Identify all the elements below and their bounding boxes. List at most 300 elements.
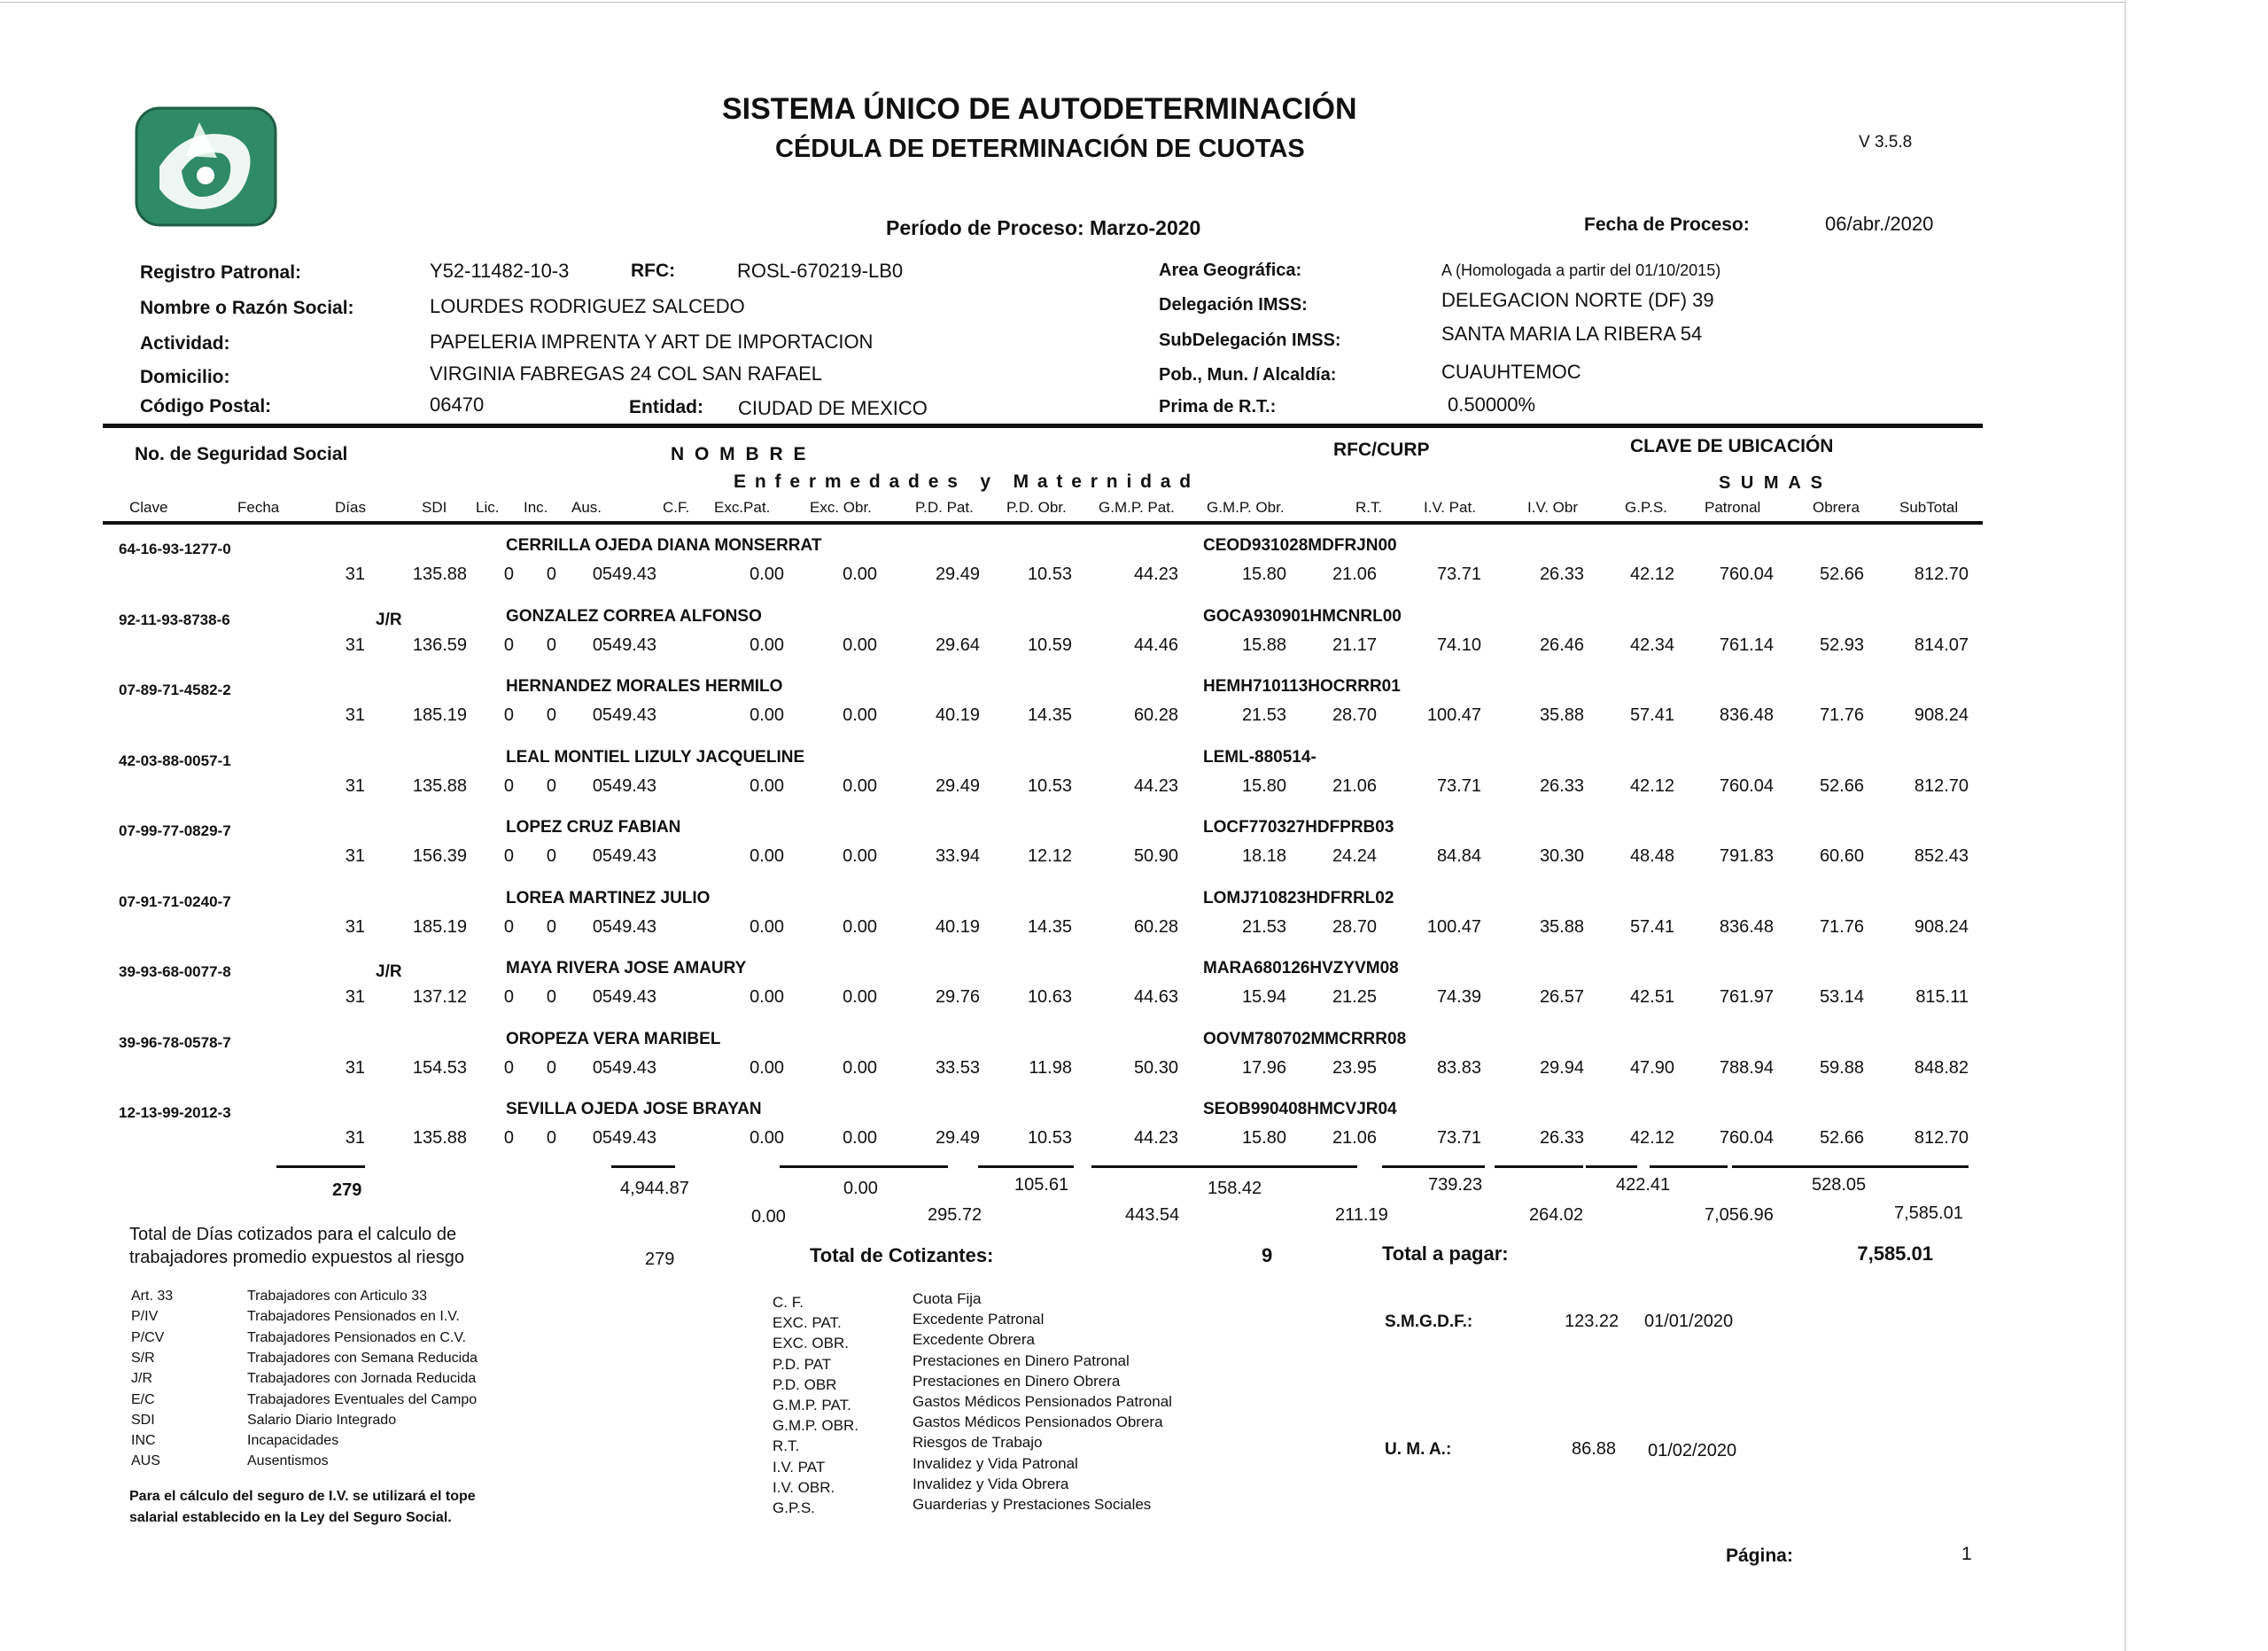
row-value-14: 26.57	[1539, 987, 1584, 1007]
row-value-8: 29.49	[935, 775, 980, 796]
row-nombre: LEAL MONTIEL LIZULY JACQUELINE	[506, 747, 805, 767]
total-rule	[877, 1165, 948, 1168]
legend-desc: Trabajadores Eventuales del Campo	[247, 1391, 478, 1407]
row-rfc: SEOB990408HMCVJR04	[1203, 1100, 1397, 1118]
col-header-14: R.T.	[1355, 499, 1383, 516]
row-value-15: 42.12	[1629, 565, 1674, 584]
row-value-1: 185.19	[412, 916, 467, 937]
row-value-16: 788.94	[1719, 1057, 1774, 1078]
nombre-value: LOURDES RODRIGUEZ SALCEDO	[430, 295, 745, 317]
row-value-11: 17.96	[1241, 1057, 1286, 1078]
col-header-2: Días	[335, 499, 366, 516]
row-value-6: 0.00	[750, 705, 784, 725]
document-subtitle: CÉDULA DE DETERMINACIÓN DE CUOTAS	[775, 135, 1305, 163]
row-value-13: 84.84	[1436, 846, 1481, 866]
legend-abbr: G.P.S.	[773, 1499, 815, 1516]
row-value-7: 0.00	[843, 635, 877, 655]
row-value-9: 10.53	[1027, 1128, 1072, 1148]
col-header-7: C.F.	[663, 499, 690, 516]
legend-code: E/C	[131, 1391, 155, 1407]
row-value-16: 760.04	[1719, 565, 1774, 584]
legend-code: Art. 33	[131, 1289, 174, 1304]
row-value-4: 0	[592, 1057, 602, 1078]
row-rfc: LOMJ710823HDFRRL02	[1203, 888, 1394, 907]
legend-abbr: P.D. PAT	[773, 1355, 832, 1373]
periodo-proceso: Período de Proceso: Marzo-2020	[886, 216, 1201, 239]
legend-meaning: Guarderias y Prestaciones Sociales	[913, 1496, 1152, 1513]
total-cf: 4,944.87	[620, 1179, 689, 1198]
col-header-10: P.D. Pat.	[915, 499, 974, 516]
row-value-11: 18.18	[1241, 846, 1286, 866]
row-value-18: 852.43	[1914, 846, 1969, 866]
row-clave: J/R	[376, 610, 402, 629]
row-value-1: 136.59	[412, 635, 467, 655]
row-value-8: 29.49	[935, 565, 980, 584]
row-value-0: 31	[345, 987, 365, 1007]
row-value-5: 549.43	[602, 565, 656, 584]
row-nombre: HERNANDEZ MORALES HERMILO	[506, 677, 783, 696]
row-value-16: 836.48	[1719, 916, 1774, 937]
row-value-14: 35.88	[1539, 916, 1584, 937]
row-value-18: 815.11	[1915, 987, 1969, 1007]
row-nombre: GONZALEZ CORREA ALFONSO	[506, 606, 762, 626]
row-nombre: LOREA MARTINEZ JULIO	[506, 888, 711, 907]
row-value-15: 48.48	[1629, 846, 1674, 866]
total-pagar-value: 7,585.01	[1857, 1242, 1933, 1265]
row-nombre: SEVILLA OJEDA JOSE BRAYAN	[506, 1100, 762, 1118]
col-header-nombre: N O M B R E	[671, 444, 809, 464]
row-value-10: 44.23	[1133, 775, 1178, 796]
row-value-7: 0.00	[843, 705, 877, 725]
rfc-value: ROSL-670219-LB0	[737, 260, 904, 282]
row-value-12: 21.06	[1332, 565, 1377, 584]
row-nombre: LOPEZ CRUZ FABIAN	[506, 818, 681, 837]
row-value-3: 0	[546, 916, 556, 937]
row-value-10: 60.28	[1133, 705, 1178, 725]
cp-label: Código Postal:	[140, 396, 272, 417]
row-value-13: 73.71	[1436, 565, 1481, 584]
row-nss: 42-03-88-0057-1	[119, 752, 231, 769]
legend-meaning: Invalidez y Vida Patronal	[913, 1454, 1078, 1472]
row-value-11: 15.94	[1241, 987, 1286, 1007]
pagina-value: 1	[1961, 1544, 1972, 1564]
col-header-15: I.V. Pat.	[1424, 499, 1476, 516]
row-value-13: 73.71	[1436, 1128, 1481, 1148]
row-value-14: 26.33	[1539, 1128, 1584, 1148]
legend-code: P/CV	[131, 1329, 165, 1345]
row-nss: 92-11-93-8738-6	[119, 611, 230, 628]
row-value-4: 0	[592, 1128, 602, 1148]
row-rfc: OOVM780702MMCRRR08	[1203, 1029, 1407, 1048]
row-value-13: 73.71	[1436, 775, 1481, 796]
uma-date: 01/02/2020	[1648, 1441, 1737, 1460]
row-value-5: 549.43	[602, 846, 656, 866]
row-value-10: 60.28	[1133, 916, 1178, 937]
row-value-4: 0	[592, 565, 602, 584]
total-rule	[1949, 1165, 1969, 1168]
row-value-5: 549.43	[602, 635, 656, 655]
row-value-10: 50.90	[1133, 846, 1178, 866]
fecha-proceso-label: Fecha de Proceso:	[1584, 214, 1750, 235]
total-rule	[1798, 1165, 1878, 1168]
row-value-12: 23.95	[1332, 1057, 1377, 1078]
uma-value: 86.88	[1572, 1439, 1617, 1459]
pagina-label: Página:	[1726, 1546, 1793, 1566]
legend-desc: Trabajadores con Semana Reducida	[247, 1350, 478, 1366]
total-rule	[611, 1165, 675, 1168]
dias-cotizados-text2: trabajadores promedio expuestos al riesgo	[129, 1248, 464, 1267]
row-value-0: 31	[345, 635, 365, 655]
legend-abbr: I.V. OBR.	[773, 1478, 835, 1496]
col-header-19: Obrera	[1813, 499, 1860, 516]
total-subtotal: 7,585.01	[1894, 1203, 1963, 1223]
legend-note-line2: salarial establecido en la Ley del Seguro Social.	[129, 1510, 452, 1525]
row-value-0: 31	[345, 705, 365, 725]
total-rule	[1650, 1165, 1728, 1168]
row-value-3: 0	[546, 705, 556, 725]
row-value-15: 42.12	[1629, 1128, 1674, 1148]
col-header-11: P.D. Obr.	[1006, 499, 1067, 516]
fecha-proceso-value: 06/abr./2020	[1825, 213, 1934, 235]
col-header-12: G.M.P. Pat.	[1099, 499, 1175, 516]
legend-desc: Trabajadores Pensionados en C.V.	[247, 1329, 466, 1345]
row-value-12: 21.25	[1332, 987, 1377, 1007]
prima-value: 0.50000%	[1448, 393, 1536, 416]
total-iv-pat: 739.23	[1428, 1175, 1483, 1195]
row-value-9: 14.35	[1027, 916, 1072, 937]
area-label: Area Geográfica:	[1159, 261, 1302, 280]
row-value-2: 0	[503, 775, 514, 796]
row-value-1: 137.12	[412, 987, 467, 1007]
col-header-rfc: RFC/CURP	[1333, 440, 1430, 460]
area-value: A (Homologada a partir del 01/10/2015)	[1441, 261, 1721, 279]
row-nss: 39-93-68-0077-8	[119, 963, 231, 980]
legend-meaning: Prestaciones en Dinero Obrera	[913, 1372, 1121, 1390]
rfc-label: RFC:	[631, 261, 676, 281]
col-header-4: Lic.	[476, 499, 500, 516]
legend-meaning: Excedente Patronal	[913, 1311, 1045, 1328]
legend-abbr: EXC. OBR.	[773, 1335, 849, 1352]
legend-abbr: I.V. PAT	[773, 1458, 826, 1476]
header-divider	[103, 424, 1983, 428]
legend-meaning: Cuota Fija	[913, 1290, 982, 1307]
version-label: V 3.5.8	[1859, 133, 1913, 152]
legend-code: P/IV	[131, 1309, 159, 1325]
row-value-11: 15.80	[1241, 565, 1286, 584]
row-value-10: 44.23	[1133, 565, 1178, 584]
legend-abbr: R.T.	[773, 1437, 800, 1455]
legend-meaning: Invalidez y Vida Obrera	[913, 1475, 1069, 1492]
row-value-15: 42.34	[1629, 635, 1674, 655]
col-header-8: Exc.Pat.	[714, 499, 771, 516]
row-value-5: 549.43	[602, 987, 656, 1007]
total-pd-pat: 295.72	[928, 1205, 983, 1225]
col-header-20: SubTotal	[1899, 499, 1959, 516]
row-value-9: 12.12	[1027, 846, 1072, 866]
row-value-9: 11.98	[1029, 1057, 1072, 1078]
scan-top-edge	[0, 2, 2126, 3]
col-header-13: G.M.P. Obr.	[1207, 499, 1285, 516]
row-value-0: 31	[345, 1128, 365, 1148]
row-value-5: 549.43	[602, 705, 656, 725]
row-value-4: 0	[592, 916, 602, 937]
row-value-12: 28.70	[1332, 916, 1377, 937]
total-patronal: 7,056.96	[1705, 1205, 1774, 1225]
row-value-13: 83.83	[1436, 1057, 1481, 1078]
delegacion-value: DELEGACION NORTE (DF) 39	[1441, 289, 1714, 311]
row-value-11: 21.53	[1241, 916, 1286, 937]
legend-desc: Trabajadores con Articulo 33	[247, 1289, 428, 1304]
row-nss: 64-16-93-1277-0	[119, 541, 231, 557]
row-value-11: 15.80	[1241, 775, 1286, 796]
smgdf-value: 123.22	[1565, 1312, 1619, 1331]
total-rule	[1278, 1165, 1357, 1168]
row-value-9: 10.59	[1027, 635, 1072, 655]
legend-abbr: EXC. PAT.	[773, 1314, 842, 1332]
row-value-15: 57.41	[1629, 705, 1674, 725]
row-value-6: 0.00	[750, 987, 784, 1007]
legend-abbr: G.M.P. OBR.	[773, 1417, 858, 1435]
row-value-2: 0	[503, 846, 514, 866]
legend-meaning: Gastos Médicos Pensionados Patronal	[913, 1393, 1172, 1410]
prima-label: Prima de R.T.:	[1159, 397, 1277, 417]
total-gmp-obr: 158.42	[1208, 1179, 1262, 1198]
col-header-5: Inc.	[524, 499, 548, 516]
cp-value: 06470	[430, 393, 485, 416]
imss-logo	[133, 105, 279, 229]
legend-meaning: Prestaciones en Dinero Patronal	[913, 1351, 1130, 1369]
dias-cotizados-value: 279	[645, 1250, 675, 1269]
row-value-12: 24.24	[1332, 846, 1377, 866]
col-header-16: I.V. Obr	[1527, 499, 1579, 516]
row-value-7: 0.00	[843, 987, 877, 1007]
row-value-14: 26.46	[1539, 635, 1584, 655]
row-value-10: 44.63	[1133, 987, 1178, 1007]
legend-desc: Ausentismos	[247, 1453, 329, 1469]
pob-value: CUAUHTEMOC	[1441, 361, 1581, 383]
actividad-label: Actividad:	[140, 333, 230, 354]
legend-meaning: Riesgos de Trabajo	[913, 1434, 1043, 1452]
row-value-17: 71.76	[1819, 916, 1864, 937]
legend-meaning: Gastos Médicos Pensionados Obrera	[913, 1413, 1163, 1431]
entidad-label: Entidad:	[629, 397, 703, 417]
row-value-1: 156.39	[412, 846, 467, 866]
pob-label: Pob., Mun. / Alcaldía:	[1159, 365, 1337, 385]
row-value-12: 21.06	[1332, 775, 1377, 796]
row-value-1: 185.19	[412, 705, 467, 725]
row-rfc: LOCF770327HDFPRB03	[1203, 818, 1394, 837]
nombre-label: Nombre o Razón Social:	[140, 298, 354, 318]
col-header-3: SDI	[422, 499, 447, 516]
row-value-14: 30.30	[1539, 846, 1584, 866]
row-nss: 07-99-77-0829-7	[119, 822, 231, 839]
row-value-4: 0	[592, 846, 602, 866]
row-value-15: 57.41	[1629, 916, 1674, 937]
col-header-nss: No. de Seguridad Social	[135, 444, 348, 464]
legend-abbr: G.M.P. PAT.	[773, 1397, 851, 1413]
row-value-2: 0	[503, 987, 514, 1007]
row-value-10: 44.23	[1133, 1128, 1178, 1148]
row-value-7: 0.00	[843, 775, 877, 796]
row-value-6: 0.00	[750, 846, 784, 866]
row-value-16: 760.04	[1719, 1128, 1774, 1148]
col-header-9: Exc. Obr.	[810, 499, 872, 516]
row-value-15: 42.12	[1629, 775, 1674, 796]
smgdf-label: S.M.G.D.F.:	[1385, 1312, 1473, 1331]
row-value-14: 29.94	[1539, 1057, 1584, 1078]
total-dias: 279	[332, 1180, 362, 1200]
legend-code: INC	[131, 1433, 156, 1449]
row-value-16: 791.83	[1719, 846, 1774, 866]
row-value-14: 26.33	[1539, 775, 1584, 796]
row-value-18: 812.70	[1914, 1128, 1969, 1148]
col-header-17: G.P.S.	[1625, 499, 1667, 516]
col-header-6: Aus.	[571, 499, 602, 516]
total-obrera: 528.05	[1812, 1175, 1867, 1195]
entidad-value: CIUDAD DE MEXICO	[738, 397, 928, 419]
legend-code: AUS	[131, 1453, 160, 1469]
row-value-8: 29.64	[935, 635, 980, 655]
row-nss: 39-96-78-0578-7	[119, 1033, 231, 1051]
row-value-8: 33.94	[935, 846, 980, 866]
row-value-6: 0.00	[750, 1057, 784, 1078]
row-value-2: 0	[503, 705, 514, 725]
delegacion-label: Delegación IMSS:	[1159, 295, 1308, 315]
row-value-10: 50.30	[1133, 1057, 1178, 1078]
col-header-1: Fecha	[237, 499, 280, 516]
total-rule	[1495, 1165, 1583, 1168]
row-value-1: 135.88	[412, 775, 467, 796]
row-value-8: 33.53	[935, 1057, 980, 1078]
row-value-9: 14.35	[1027, 705, 1072, 725]
registro-label: Registro Patronal:	[140, 262, 302, 283]
row-value-6: 0.00	[750, 565, 784, 584]
total-exc-obr: 0.00	[843, 1179, 878, 1198]
row-value-8: 40.19	[935, 705, 980, 725]
row-value-15: 47.90	[1629, 1057, 1674, 1078]
legend-desc: Trabajadores con Jornada Reducida	[247, 1371, 477, 1387]
legend-abbr: C. F.	[773, 1294, 804, 1311]
row-value-3: 0	[546, 635, 556, 655]
legend-desc: Salario Diario Integrado	[247, 1412, 397, 1428]
row-value-16: 836.48	[1719, 705, 1774, 725]
legend-code: J/R	[131, 1371, 152, 1387]
total-pd-obr: 105.61	[1014, 1175, 1069, 1195]
row-nombre: OROPEZA VERA MARIBEL	[506, 1029, 721, 1048]
row-value-13: 100.47	[1426, 705, 1481, 725]
row-rfc: LEML-880514-	[1203, 747, 1317, 767]
total-rule	[978, 1165, 1074, 1168]
row-value-12: 21.06	[1332, 1128, 1377, 1148]
row-value-7: 0.00	[843, 1128, 877, 1148]
row-value-12: 28.70	[1332, 705, 1377, 725]
row-rfc: MARA680126HVZYVM08	[1203, 959, 1399, 977]
total-gmp-pat: 443.54	[1125, 1205, 1180, 1225]
row-value-15: 42.51	[1629, 987, 1674, 1007]
row-value-1: 154.53	[412, 1057, 467, 1078]
row-value-17: 52.93	[1819, 635, 1864, 655]
dias-cotizados-text1: Total de Días cotizados para el calculo de	[129, 1225, 457, 1244]
row-value-13: 74.10	[1436, 635, 1481, 655]
row-value-4: 0	[592, 987, 602, 1007]
row-value-2: 0	[503, 916, 514, 937]
row-value-6: 0.00	[750, 775, 784, 796]
row-value-9: 10.53	[1027, 565, 1072, 584]
row-value-0: 31	[345, 775, 365, 796]
total-cotizantes-value: 9	[1262, 1244, 1273, 1266]
row-value-17: 60.60	[1819, 846, 1864, 866]
row-value-16: 761.14	[1719, 635, 1774, 655]
actividad-value: PAPELERIA IMPRENTA Y ART DE IMPORTACION	[430, 331, 874, 353]
domicilio-value: VIRGINIA FABREGAS 24 COL SAN RAFAEL	[430, 362, 823, 385]
total-exc-pat: 0.00	[751, 1207, 786, 1227]
row-value-1: 135.88	[412, 1128, 467, 1148]
row-value-3: 0	[546, 987, 556, 1007]
row-value-9: 10.53	[1027, 775, 1072, 796]
row-value-16: 760.04	[1719, 775, 1774, 796]
row-value-17: 52.66	[1819, 565, 1864, 584]
row-value-18: 908.24	[1914, 705, 1969, 725]
scan-right-edge	[2124, 0, 2126, 1651]
row-value-17: 71.76	[1819, 705, 1864, 725]
legend-abbr: P.D. OBR	[773, 1375, 837, 1393]
total-rule	[1091, 1165, 1185, 1168]
subdelegacion-value: SANTA MARIA LA RIBERA 54	[1441, 323, 1703, 345]
row-value-17: 52.66	[1819, 1128, 1864, 1148]
legend-desc: Trabajadores Pensionados en I.V.	[247, 1309, 460, 1325]
total-rule	[1586, 1165, 1637, 1168]
total-rule	[1184, 1165, 1288, 1168]
registro-value: Y52-11482-10-3	[430, 260, 570, 282]
col-header-18: Patronal	[1705, 499, 1761, 516]
row-value-6: 0.00	[750, 916, 784, 937]
total-iv-obr: 264.02	[1529, 1205, 1584, 1225]
row-value-8: 29.49	[935, 1128, 980, 1148]
subdelegacion-label: SubDelegación IMSS:	[1159, 331, 1341, 350]
row-value-16: 761.97	[1719, 987, 1774, 1007]
row-value-18: 848.82	[1914, 1057, 1969, 1078]
row-value-0: 31	[345, 1057, 365, 1078]
row-value-13: 100.47	[1426, 916, 1481, 937]
row-value-0: 31	[345, 565, 365, 584]
legend-desc: Incapacidades	[247, 1433, 339, 1449]
row-value-4: 0	[592, 705, 602, 725]
col-header-enfermedades: E n f e r m e d a d e s y M a t e r n i d a d	[734, 471, 1193, 492]
legend-code: SDI	[131, 1412, 155, 1428]
row-value-14: 35.88	[1539, 705, 1584, 725]
total-gps: 422.41	[1616, 1175, 1671, 1195]
total-cotizantes-label: Total de Cotizantes:	[810, 1244, 994, 1266]
row-value-3: 0	[546, 1128, 556, 1148]
row-value-17: 52.66	[1819, 775, 1864, 796]
row-value-5: 549.43	[602, 1057, 656, 1078]
total-rt: 211.19	[1335, 1205, 1388, 1225]
row-value-10: 44.46	[1133, 635, 1178, 655]
row-value-17: 53.14	[1819, 987, 1864, 1007]
legend-code: S/R	[131, 1350, 155, 1366]
row-value-3: 0	[546, 565, 556, 584]
row-value-4: 0	[592, 775, 602, 796]
row-value-3: 0	[546, 775, 556, 796]
row-rfc: CEOD931028MDFRJN00	[1203, 536, 1397, 555]
row-value-3: 0	[546, 846, 556, 866]
row-value-6: 0.00	[750, 1128, 784, 1148]
row-nss: 07-91-71-0240-7	[119, 892, 231, 910]
row-value-12: 21.17	[1332, 635, 1377, 655]
row-rfc: GOCA930901HMCNRL00	[1203, 606, 1402, 626]
row-nss: 07-89-71-4582-2	[119, 681, 231, 698]
table-header-divider	[103, 521, 1983, 525]
